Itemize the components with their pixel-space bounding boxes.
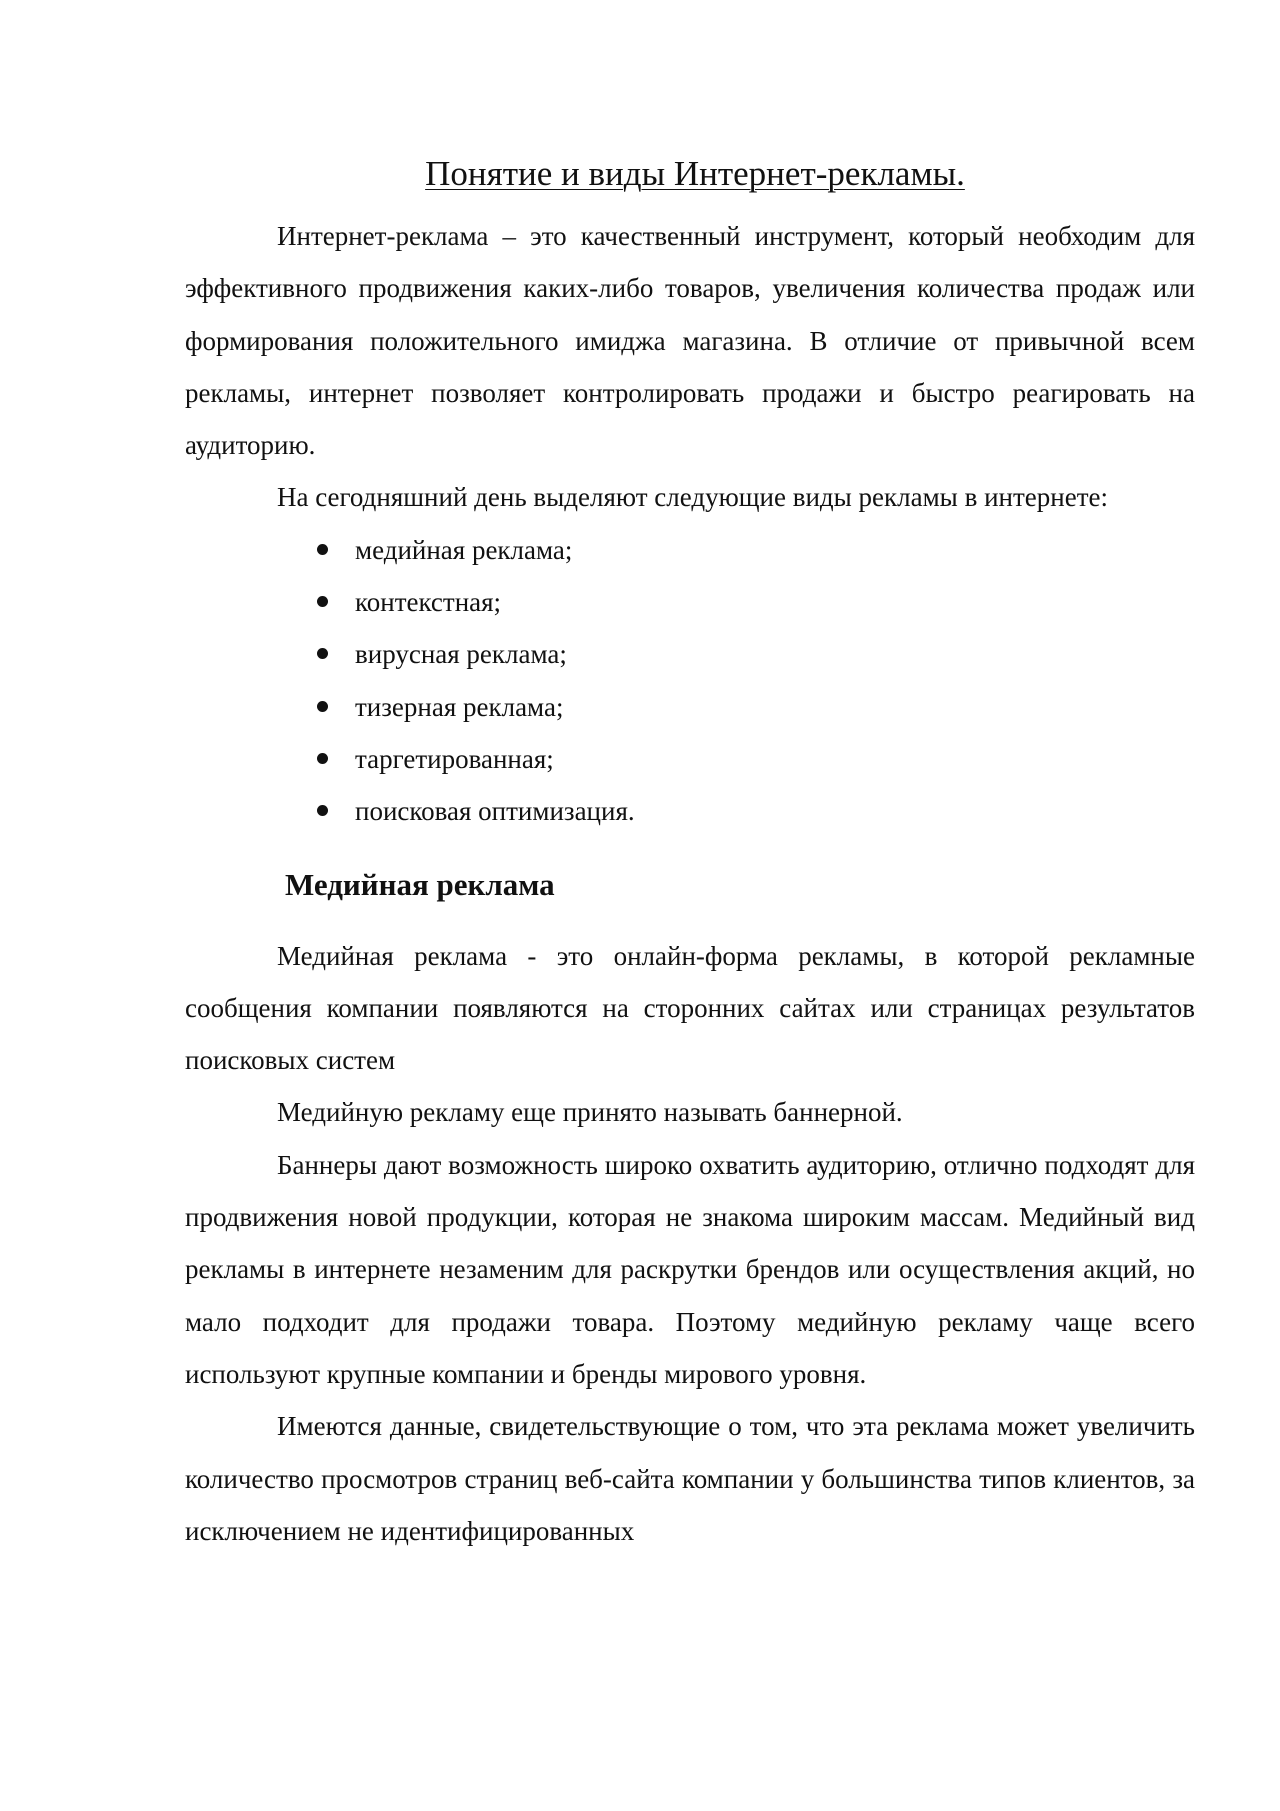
list-item-text: медийная реклама; xyxy=(355,534,573,565)
list-item xyxy=(317,785,1195,837)
bullet-icon xyxy=(317,648,328,659)
document-content xyxy=(185,148,1195,1557)
section-paragraph-4: Имеются данные, свидетельствующие о том, что эта реклама может увеличить количество просмотров страниц веб-сайта компании у большинства типов клиентов, за исключением не идентифицированных xyxy=(185,1411,1195,1546)
list-item-text: таргетированная; xyxy=(355,743,554,774)
list-item-text: поисковая оптимизация. xyxy=(355,796,635,827)
list-item xyxy=(317,576,1195,628)
section-paragraph-3: Баннеры дают возможность широко охватить аудиторию, отлично подходят для продвижения новой продукции, которая не знакома широким массам. Медийный вид рекламы в интернете незаменим для раскрутки брендов или осуществления акций, но мало подходит для продажи товара. Поэтому медийную рекламу чаще всего используют крупные компании и бренды мирового уровня. xyxy=(185,1149,1195,1389)
intro-paragraph-1: Интернет-реклама – это качественный инструмент, который необходим для эффективного продвижения каких-либо товаров, увеличения количества продаж или формирования положительного имиджа магазина. В отличие от привычной всем рекламы, интернет позволяет контролировать продажи и быстро реагировать на аудиторию. xyxy=(185,221,1195,461)
ad-types-list xyxy=(185,524,1195,838)
bullet-icon xyxy=(317,753,328,764)
list-item xyxy=(317,628,1195,680)
bullet-icon xyxy=(317,701,328,712)
bullet-icon xyxy=(317,805,328,816)
list-item-text: тизерная реклама; xyxy=(355,691,564,722)
list-item-text: контекстная; xyxy=(355,587,502,618)
bullet-icon xyxy=(317,544,328,555)
list-item xyxy=(317,524,1195,576)
list-item xyxy=(317,681,1195,733)
intro-paragraph-2: На сегодняшний день выделяют следующие виды рекламы в интернете: xyxy=(277,482,1108,513)
list-item xyxy=(317,733,1195,785)
section-heading: Медийная реклама xyxy=(285,866,555,902)
section-paragraph-1: Медийная реклама - это онлайн-форма рекламы, в которой рекламные сообщения компании появляются на сторонних сайтах или страницах результатов поисковых систем xyxy=(185,940,1195,1076)
bullet-icon xyxy=(317,596,328,607)
list-item-text: вирусная реклама; xyxy=(355,639,567,670)
page-title: Понятие и виды Интернет-рекламы. xyxy=(425,154,965,193)
section-paragraph-2: Медийную рекламу еще принято называть баннерной. xyxy=(277,1097,903,1128)
